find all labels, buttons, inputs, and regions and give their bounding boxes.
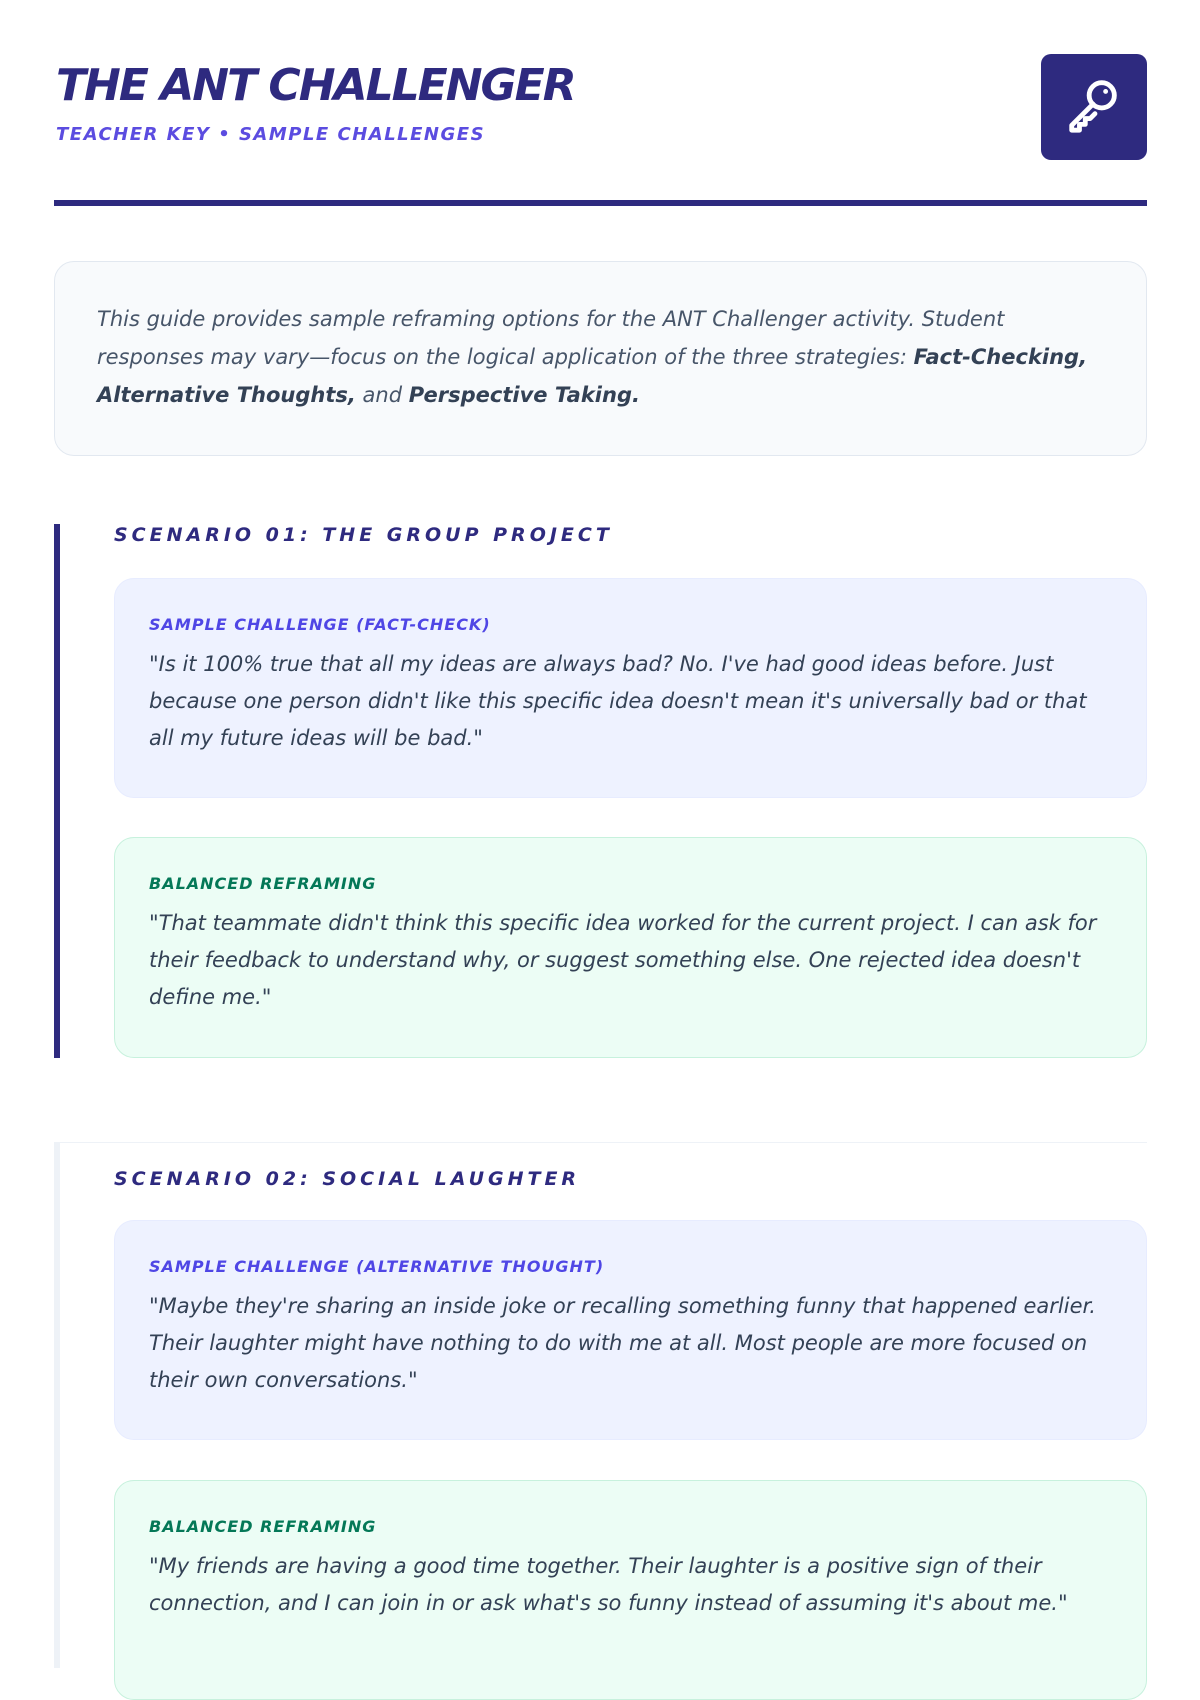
intro-text-part: and — [355, 383, 409, 407]
key-badge — [1041, 54, 1147, 160]
balanced-reframing-label: BALANCED REFRAMING — [149, 874, 377, 893]
scenario-accent-bar — [54, 524, 60, 1058]
strategy-perspective-taking: Perspective Taking. — [408, 383, 640, 407]
sample-challenge-label: SAMPLE CHALLENGE (ALTERNATIVE THOUGHT) — [149, 1257, 605, 1276]
strategy-fact-checking: Fact-Checking, — [913, 345, 1088, 369]
scenario-accent-bar — [54, 1142, 60, 1668]
balanced-reframing-card — [114, 1480, 1147, 1700]
page-title: THE ANT CHALLENGER — [56, 60, 575, 111]
intro-text — [97, 300, 1106, 414]
sample-challenge-card — [114, 1220, 1147, 1440]
balanced-reframing-text: "That teammate didn't think this specific idea worked for the current project. I can ask for their feedback to understand why, or suggest something else. One rejected idea doesn't define me." — [149, 911, 1097, 1009]
intro-panel — [54, 261, 1147, 456]
scenario-divider — [54, 1142, 1147, 1143]
page-header — [54, 54, 1147, 162]
sample-challenge-text: "Is it 100% true that all my ideas are always bad? No. I've had good ideas before. Just because one person didn't like this specific idea doesn't mean it's universally bad or that all my future ideas will be bad." — [149, 652, 1087, 750]
sample-challenge-card — [114, 578, 1147, 798]
sample-challenge-text: "Maybe they're sharing an inside joke or recalling something funny that happened earlier. Their laughter might have nothing to do with me at all. Most people are more focused on their own conversations." — [149, 1294, 1096, 1392]
balanced-reframing-card — [114, 837, 1147, 1058]
strategy-alternative-thoughts: Alternative Thoughts, — [97, 383, 356, 407]
key-icon — [1063, 74, 1125, 141]
balanced-reframing-label: BALANCED REFRAMING — [149, 1517, 377, 1536]
page-subtitle: TEACHER KEY • SAMPLE CHALLENGES — [56, 124, 486, 145]
scenario-02 — [54, 1168, 1147, 1668]
scenario-title: SCENARIO 02: SOCIAL LAUGHTER — [114, 1168, 581, 1190]
balanced-reframing-text: "My friends are having a good time together. Their laughter is a positive sign of their connection, and I can join in or ask what's so funny instead of assuming it's about me." — [149, 1554, 1068, 1615]
sample-challenge-label: SAMPLE CHALLENGE (FACT-CHECK) — [149, 615, 491, 634]
scenario-title: SCENARIO 01: THE GROUP PROJECT — [114, 524, 613, 546]
intro-text-part: This guide provides sample reframing options for the ANT Challenger activity. Student responses may vary—focus on the logical application of the three strategies: — [97, 307, 1005, 369]
scenario-01 — [54, 524, 1147, 1058]
header-divider — [54, 200, 1147, 206]
